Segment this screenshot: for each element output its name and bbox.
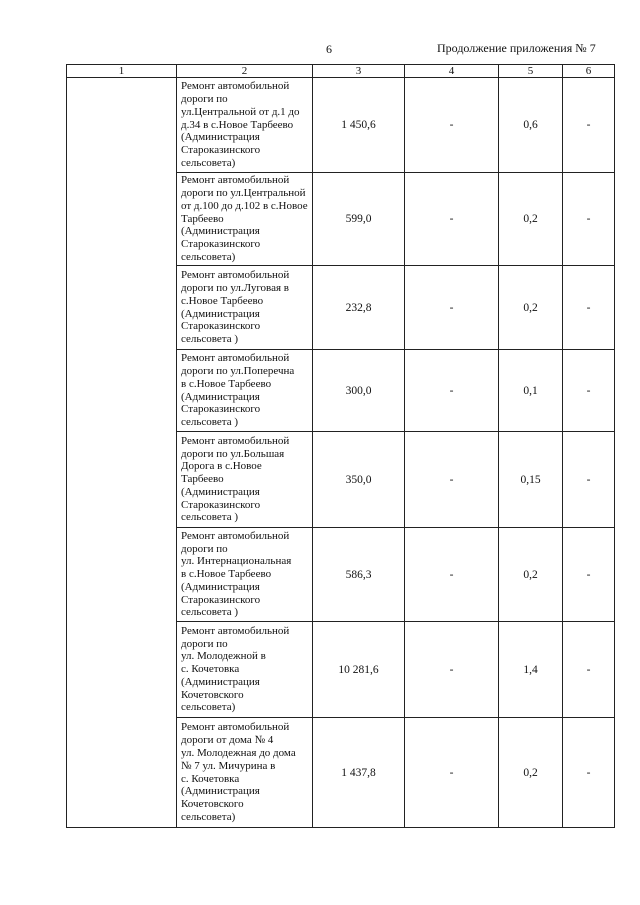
appendix-table xyxy=(66,64,615,828)
page-number: 6 xyxy=(326,42,332,56)
row-col6-cell: - xyxy=(563,622,615,718)
row-col6-cell: - xyxy=(563,718,615,828)
row-col4-cell: - xyxy=(405,350,499,432)
table-header-row xyxy=(67,65,615,78)
header-cell-4: 4 xyxy=(405,65,499,78)
header-cell-1: 1 xyxy=(67,65,177,78)
row-value-cell: 586,3 xyxy=(313,528,405,622)
row-col4-cell: - xyxy=(405,266,499,350)
row-col6-cell: - xyxy=(563,528,615,622)
row-value-cell: 350,0 xyxy=(313,432,405,528)
row-col5-cell: 0,15 xyxy=(499,432,563,528)
row-description-cell: Ремонт автомобильной дороги по ул. Молодежной в с. Кочетовка (Администрация Кочетовского сельсовета) xyxy=(177,622,313,718)
row-col5-cell: 0,6 xyxy=(499,78,563,173)
row-col6-cell: - xyxy=(563,78,615,173)
header-cell-6: 6 xyxy=(563,65,615,78)
row-col5-cell: 0,2 xyxy=(499,718,563,828)
row-col5-cell: 1,4 xyxy=(499,622,563,718)
row-col6-cell: - xyxy=(563,266,615,350)
row-value-cell: 232,8 xyxy=(313,266,405,350)
row-description-cell: Ремонт автомобильной дороги по ул.Луговая в с.Новое Тарбеево (Администрация Староказинского сельсовета ) xyxy=(177,266,313,350)
appendix-continuation-note: Продолжение приложения № 7 xyxy=(437,41,596,55)
row-col4-cell: - xyxy=(405,173,499,266)
row-col6-cell: - xyxy=(563,350,615,432)
row-col6-cell: - xyxy=(563,432,615,528)
row-col5-cell: 0,2 xyxy=(499,528,563,622)
row-col4-cell: - xyxy=(405,78,499,173)
table-row xyxy=(67,78,615,173)
row-col5-cell: 0,2 xyxy=(499,173,563,266)
row-description-cell: Ремонт автомобильной дороги по ул.Центральной от д.100 до д.102 в с.Новое Тарбеево (Администрация Староказинского сельсовета) xyxy=(177,173,313,266)
row-description-cell: Ремонт автомобильной дороги по ул.Центральной от д.1 до д.34 в с.Новое Тарбеево (Администрация Староказинского сельсовета) xyxy=(177,78,313,173)
row-description-cell: Ремонт автомобильной дороги по ул. Интернациональная в с.Новое Тарбеево (Администрация Староказинского сельсовета ) xyxy=(177,528,313,622)
row-value-cell: 10 281,6 xyxy=(313,622,405,718)
row-value-cell: 300,0 xyxy=(313,350,405,432)
row-description-cell: Ремонт автомобильной дороги по ул.Поперечна в с.Новое Тарбеево (Администрация Староказинского сельсовета ) xyxy=(177,350,313,432)
row-col4-cell: - xyxy=(405,718,499,828)
row-col5-cell: 0,2 xyxy=(499,266,563,350)
row-value-cell: 1 450,6 xyxy=(313,78,405,173)
header-cell-5: 5 xyxy=(499,65,563,78)
blank-column-cell xyxy=(67,78,177,828)
row-col6-cell: - xyxy=(563,173,615,266)
row-description-cell: Ремонт автомобильной дороги по ул.Большая Дорога в с.Новое Тарбеево (Администрация Староказинского сельсовета ) xyxy=(177,432,313,528)
row-value-cell: 599,0 xyxy=(313,173,405,266)
row-col4-cell: - xyxy=(405,622,499,718)
row-col5-cell: 0,1 xyxy=(499,350,563,432)
row-description-cell: Ремонт автомобильной дороги от дома № 4 ул. Молодежная до дома № 7 ул. Мичурина в с. Кочетовка (Администрация Кочетовского сельсовета) xyxy=(177,718,313,828)
row-value-cell: 1 437,8 xyxy=(313,718,405,828)
row-col4-cell: - xyxy=(405,432,499,528)
row-col4-cell: - xyxy=(405,528,499,622)
header-cell-2: 2 xyxy=(177,65,313,78)
header-cell-3: 3 xyxy=(313,65,405,78)
